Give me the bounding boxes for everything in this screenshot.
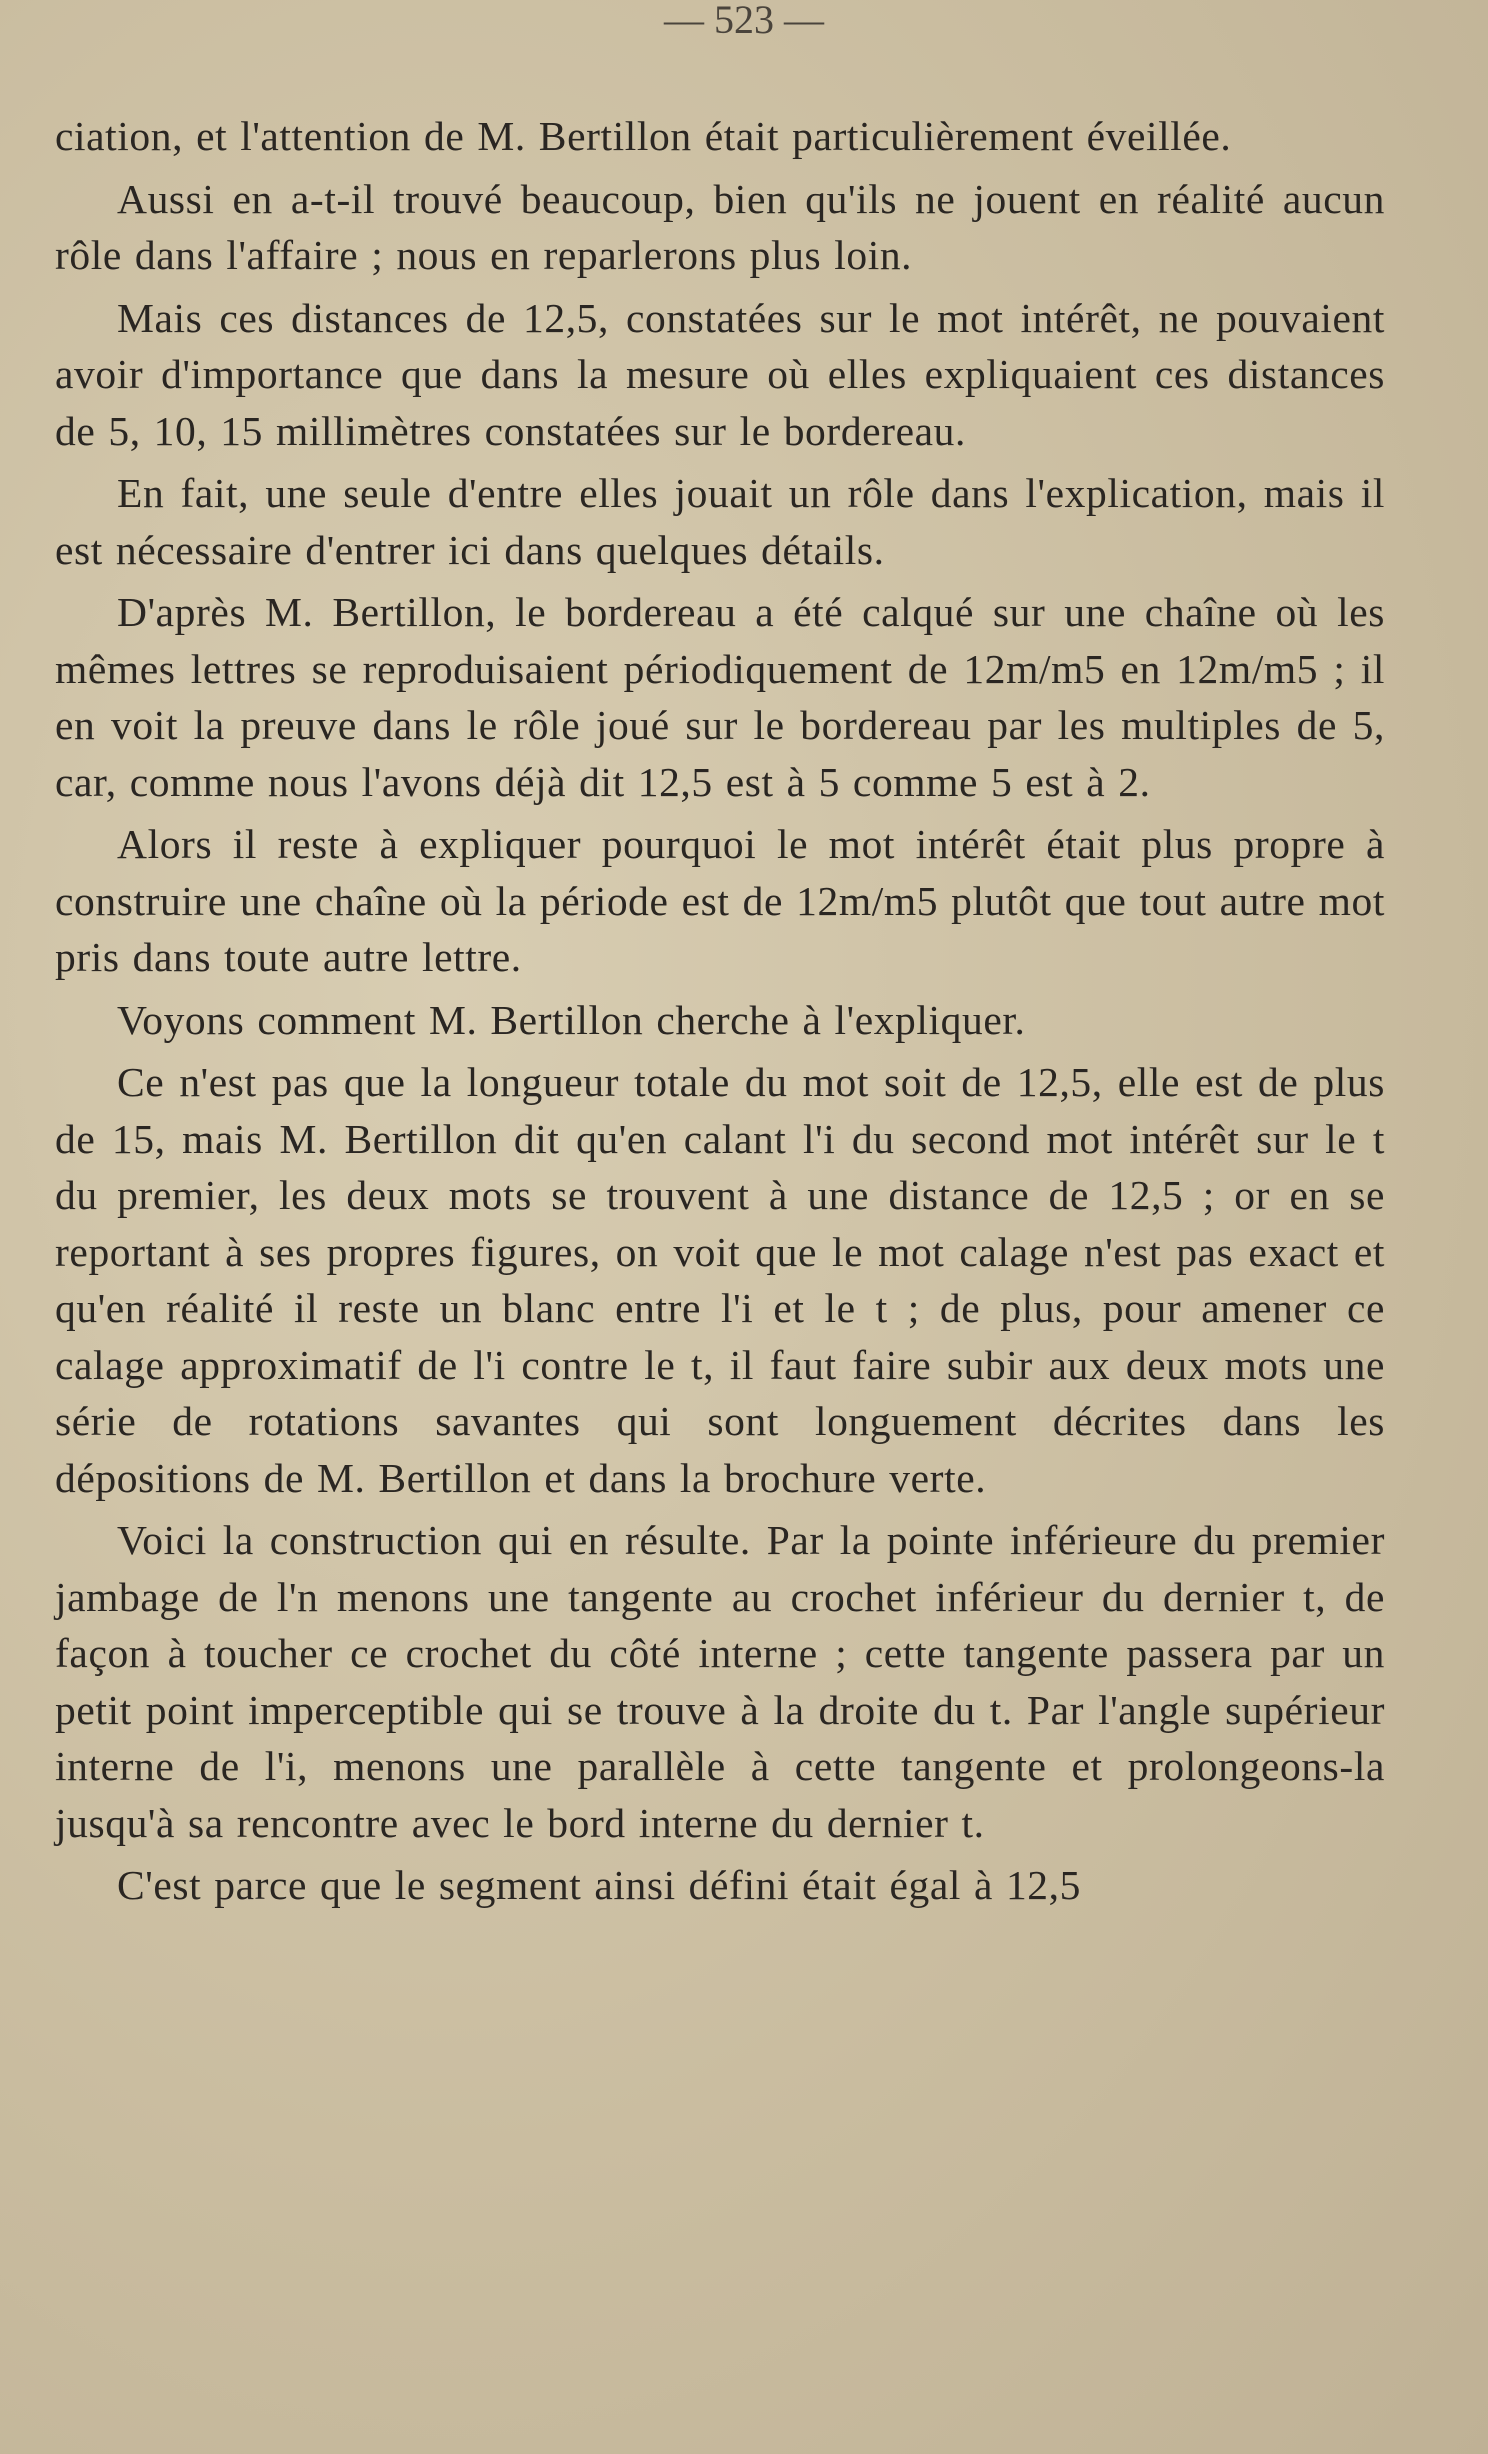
paragraph: ciation, et l'attention de M. Bertillon était particulièrement éveillée. (55, 113, 1232, 159)
paragraph: Aussi en a-t-il trouvé beaucoup, bien qu'ils ne jouent en réalité aucun rôle dans l'affaire ; nous en reparlerons plus loin. (55, 175, 1385, 278)
paragraph: D'après M. Bertillon, le bordereau a été calqué sur une chaîne où les mêmes lettres se reproduisaient périodiquement de 12m/m5 en 12m/m5 ; il en voit la preuve dans le rôle joué sur le bordereau par les multiples de 5, car, comme nous l'avons déjà dit 12,5 est à 5 comme 5 est à 2. (55, 589, 1385, 805)
paragraph: Alors il reste à expliquer pourquoi le mot intérêt était plus propre à construire une chaîne où la période est de 12m/m5 plutôt que tout autre mot pris dans toute autre lettre. (55, 821, 1385, 980)
paragraph: Voyons comment M. Bertillon cherche à l'expliquer. (117, 996, 1026, 1043)
paragraph: Voici la construction qui en résulte. Par la pointe inférieure du premier jambage de l'n menons une tangente au crochet inférieur du dernier t, de façon à toucher ce crochet du côté interne ; cette tangente passera par un petit point imperceptible qui se trouve à la droite du t. Par l'angle supérieur interne de l'i, menons une parallèle à cette tangente et prolongeons-la jusqu'à sa rencontre avec le bord interne du dernier t. (55, 1517, 1385, 1846)
paragraph: Ce n'est pas que la longueur totale du mot soit de 12,5, elle est de plus de 15, mais M. Bertillon dit qu'en calant l'i du second mot intérêt sur le t du premier, les deux mots se trouvent à une distance de 12,5 ; or en se reportant à ses propres figures, on voit que le mot calage n'est pas exact et qu'en réalité il reste un blanc entre l'i et le t ; de plus, pour amener ce calage approximatif de l'i contre le t, il faut faire subir aux deux mots une série de rotations savantes qui sont longuement décrites dans les dépositions de M. Bertillon et dans la brochure verte. (55, 1059, 1385, 1501)
paragraph: Mais ces distances de 12,5, constatées sur le mot intérêt, ne pouvaient avoir d'importance que dans la mesure où elles expliquaient ces distances de 5, 10, 15 millimètres constatées sur le bordereau. (55, 294, 1385, 454)
paragraph: En fait, une seule d'entre elles jouait un rôle dans l'explication, mais il est nécessaire d'entrer ici dans quelques détails. (55, 470, 1385, 573)
paragraph: C'est parce que le segment ainsi défini était égal à 12,5 (117, 1862, 1081, 1908)
body-text (55, 108, 1385, 1920)
page-number: — 523 — (664, 0, 824, 42)
